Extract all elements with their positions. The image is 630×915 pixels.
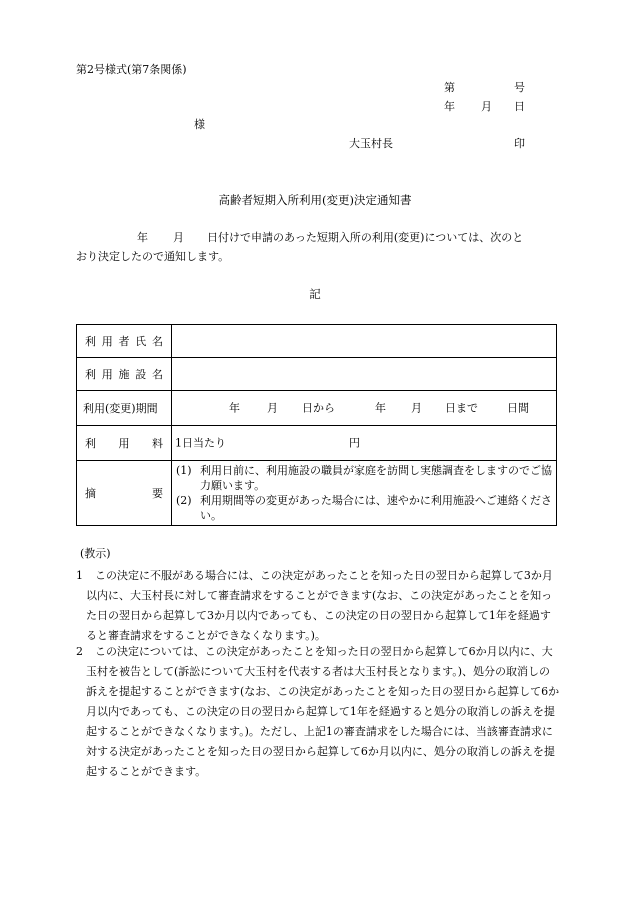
table-row-user-name bbox=[77, 325, 557, 358]
user-name-value bbox=[172, 325, 557, 358]
period-label-cell bbox=[77, 391, 172, 426]
fee-per-day: 1日当たり bbox=[175, 436, 226, 450]
remarks-label-cell bbox=[77, 461, 172, 526]
period-label: 利用(変更)期間 bbox=[83, 401, 158, 415]
period-from: 日から bbox=[302, 401, 335, 415]
period-year-2: 年 bbox=[375, 401, 386, 415]
body-line-2: おり決定したので通知します。 bbox=[76, 250, 230, 263]
table-row-fee bbox=[77, 426, 557, 461]
facility-label: 利 用 施 設 名 bbox=[85, 367, 163, 381]
body-text: 日付けで申請のあった短期入所の利用(変更)については、次のと bbox=[207, 231, 524, 244]
decision-table bbox=[76, 324, 557, 526]
remarks-value bbox=[172, 461, 557, 526]
period-days: 日間 bbox=[507, 401, 529, 415]
instruction-item-1: 1 この決定に不服がある場合には、この決定があったことを知った日の翌日から起算して3か月以内に、大玉村長に対して審査請求をすることができます(なお、この決定があったことを知った日の翌日から起算して3か月以内であっても、この決定の日の翌日から起算して1年を経過すると審査請求をすることができなくなります。)。 bbox=[76, 569, 553, 642]
user-name-label-cell bbox=[77, 325, 172, 358]
seal-mark: 印 bbox=[514, 137, 525, 150]
period-until: 日まで bbox=[445, 401, 478, 415]
body-year-label: 年 bbox=[137, 231, 148, 244]
user-name-label: 利 用 者 氏 名 bbox=[85, 334, 163, 348]
period-month-2: 月 bbox=[411, 401, 422, 415]
table-row-period bbox=[77, 391, 557, 426]
issuer-name: 大玉村長 bbox=[349, 137, 393, 150]
body-month-label: 月 bbox=[173, 231, 184, 244]
period-value bbox=[172, 391, 557, 426]
list-item: (1) 利用日前に、利用施設の職員が家庭を訪問し実態調査をしますのでご協力願います。 bbox=[176, 464, 552, 492]
form-number-label: 第2号様式(第7条関係) bbox=[76, 63, 187, 76]
ki-heading: 記 bbox=[309, 287, 321, 301]
document-number-suffix: 号 bbox=[514, 81, 525, 94]
fee-value bbox=[172, 426, 557, 461]
addressee-suffix: 様 bbox=[194, 118, 205, 131]
remarks-list bbox=[172, 461, 556, 525]
remarks-label: 摘 要 bbox=[85, 486, 163, 500]
fee-label-cell bbox=[77, 426, 172, 461]
date-month-label: 月 bbox=[481, 100, 492, 113]
facility-value bbox=[172, 358, 557, 391]
document-title: 高齢者短期入所利用(変更)決定通知書 bbox=[218, 193, 412, 207]
document-number-prefix: 第 bbox=[444, 81, 455, 94]
table-row-facility bbox=[77, 358, 557, 391]
instruction-heading: (教示) bbox=[80, 547, 111, 560]
facility-label-cell bbox=[77, 358, 172, 391]
period-year-1: 年 bbox=[229, 401, 240, 415]
date-year-label: 年 bbox=[444, 100, 455, 113]
instruction-item-2: 2 この決定については、この決定があったことを知った日の翌日から起算して6か月以内に、大玉村を被告として(訴訟について大玉村を代表する者は大玉村長となります。)、処分の取消しの訴えを提起することができます(なお、この決定があったことを知った日の翌日から起算して6か月以内であっても、この決定の日の翌日から起算して1年を経過すると処分の取消しの訴えを提起することができなくなります。)。ただし、上記1の審査請求をした場合には、当該審査請求に対する決定があったことを知った日の翌日から起算して6か月以内に、処分の取消しの訴えを提起することができます。 bbox=[76, 645, 560, 778]
date-day-label: 日 bbox=[514, 100, 525, 113]
table-row-remarks bbox=[77, 461, 557, 526]
list-item: (2) 利用期間等の変更があった場合には、速やかに利用施設へご連絡ください。 bbox=[176, 494, 552, 522]
fee-label: 利 用 料 bbox=[85, 436, 163, 450]
fee-yen: 円 bbox=[349, 436, 360, 450]
period-month-1: 月 bbox=[267, 401, 278, 415]
